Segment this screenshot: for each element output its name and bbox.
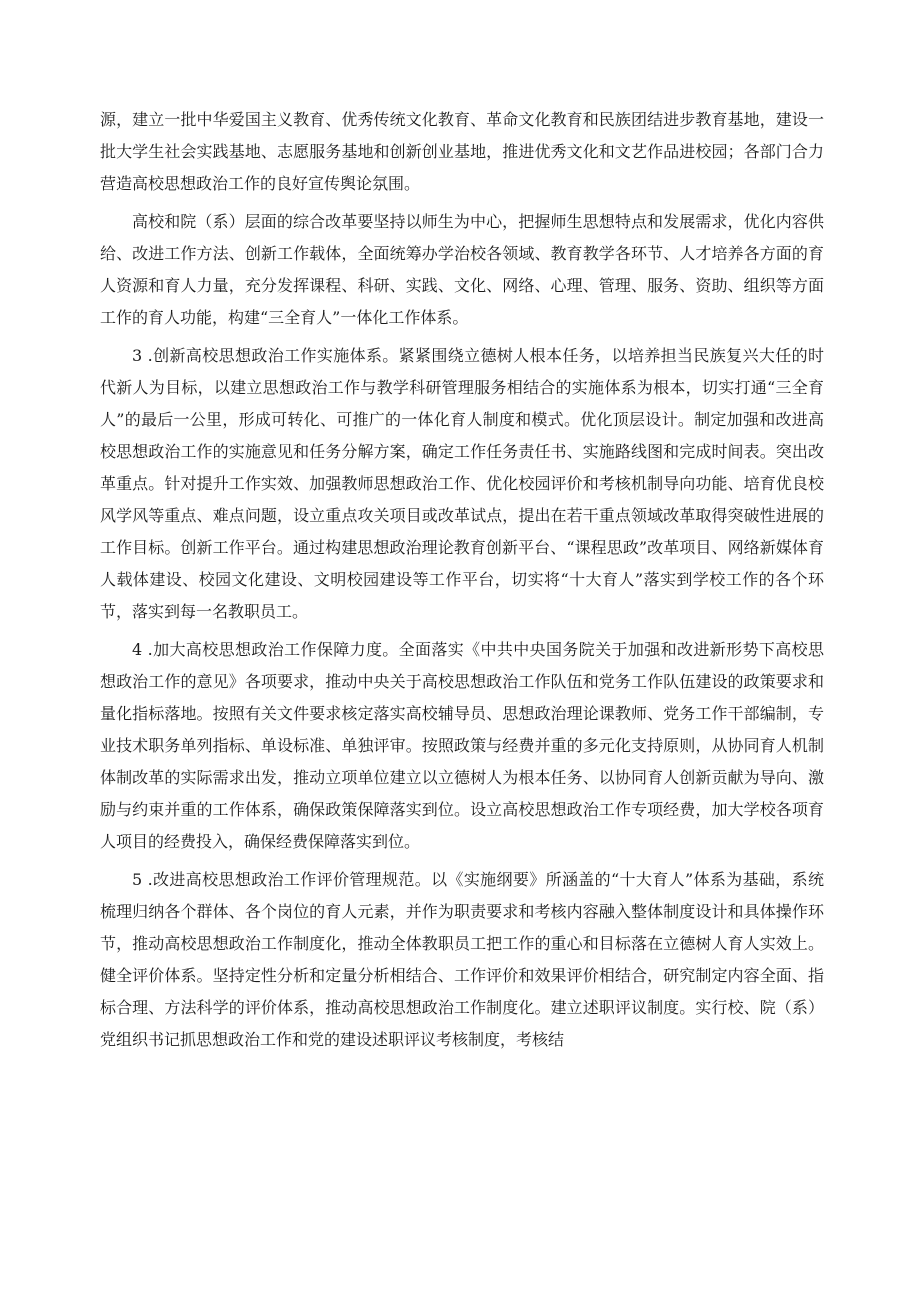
paragraph-item-4: 4 .加大高校思想政治工作保障力度。全面落实《中共中央国务院关于加强和改进新形势下高校思想政治工作的意见》各项要求，推动中央关于高校思想政治工作队伍和党务工作队伍建设的政策要求和量化指标落地。按照有关文件要求核定落实高校辅导员、思想政治理论课教师、党务工作干部编制，专业技术职务单列指标、单设标准、单独评审。按照政策与经费并重的多元化支持原则，从协同育人机制体制改革的实际需求出发，推动立项单位建立以立德树人为根本任务、以协同育人创新贡献为导向、激励与约束并重的工作体系，确保政策保障落实到位。设立高校思想政治工作专项经费，加大学校各项育人项目的经费投入，确保经费保障落实到位。 xyxy=(100,640,824,851)
paragraph-continued: 源，建立一批中华爱国主义教育、优秀传统文化教育、革命文化教育和民族团结进步教育基地，建设一批大学生社会实践基地、志愿服务基地和创新创业基地，推进优秀文化和文艺作品进校园；各部门合力营造高校思想政治工作的良好宣传舆论氛围。 xyxy=(100,110,824,193)
paragraph-item-3: 3 .创新高校思想政治工作实施体系。紧紧围绕立德树人根本任务，以培养担当民族复兴大任的时代新人为目标，以建立思想政治工作与教学科研管理服务相结合的实施体系为根本，切实打通“三全育人”的最后一公里，形成可转化、可推广的一体化育人制度和模式。优化顶层设计。制定加强和改进高校思想政治工作的实施意见和任务分解方案，确定工作任务责任书、实施路线图和完成时间表。突出改革重点。针对提升工作实效、加强教师思想政治工作、优化校园评价和考核机制导向功能、培育优良校风学风等重点、难点问题，设立重点攻关项目或改革试点，提出在若干重点领域改革取得突破性进展的工作目标。创新工作平台。通过构建思想政治理论教育创新平台、“课程思政”改革项目、网络新媒体育人载体建设、校园文化建设、文明校园建设等工作平台，切实将“十大育人”落实到学校工作的各个环节，落实到每一名教职员工。 xyxy=(100,346,824,621)
document-body xyxy=(100,104,824,1062)
paragraph-item-5: 5 .改进高校思想政治工作评价管理规范。以《实施纲要》所涵盖的“十大育人”体系为基础，系统梳理归纳各个群体、各个岗位的育人元素，并作为职责要求和考核内容融入整体制度设计和具体操作环节，推动高校思想政治工作制度化，推动全体教职员工把工作的重心和目标落在立德树人育人实效上。健全评价体系。坚持定性分析和定量分析相结合、工作评价和效果评价相结合，研究制定内容全面、指标合理、方法科学的评价体系，推动高校思想政治工作制度化。建立述职评议制度。实行校、院（系）党组织书记抓思想政治工作和党的建设述职评议考核制度，考核结 xyxy=(100,870,824,1049)
paragraph-comprehensive-reform: 高校和院（系）层面的综合改革要坚持以师生为中心，把握师生思想特点和发展需求，优化内容供给、改进工作方法、创新工作载体，全面统筹办学治校各领域、教育教学各环节、人才培养各方面的育人资源和育人力量，充分发挥课程、科研、实践、文化、网络、心理、管理、服务、资助、组织等方面工作的育人功能，构建“三全育人”一体化工作体系。 xyxy=(100,212,824,327)
